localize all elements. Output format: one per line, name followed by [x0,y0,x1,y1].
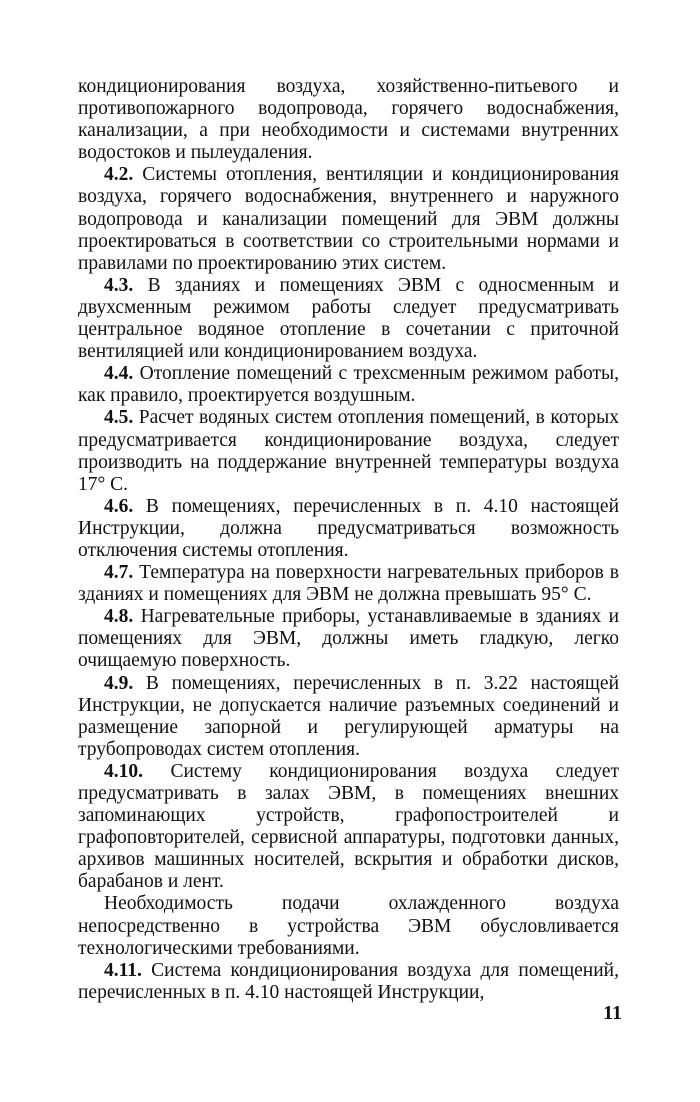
paragraph-4-10-note [78,893,619,959]
paragraph-4-2 [78,164,619,274]
page-number: 11 [603,1002,622,1024]
paragraph-4-11 [78,960,619,1004]
clause-number: 4.10. [104,760,143,782]
paragraph-text: Расчет водяных систем отопления помещений, в которых предусматривается кондиционирование воздуха, следует производить на поддержание внутренней температуры воздуха 17° С. [78,407,619,495]
paragraph-text: В зданиях и помещениях ЭВМ с односменным и двухсменным режимом работы следует предусматривать центральное водяное отопление в сочетании с приточной вентиляцией или кондиционированием воздуха. [78,274,619,363]
paragraph-text: В помещениях, перечисленных в п. 3.22 настоящей Инструкции, не допускается наличие разъемных соединений и размещение запорной и регулирующей арматуры на трубопроводах систем отопления. [78,672,620,760]
paragraph-text: Отопление помещений с трехсменным режимом работы, как правило, проектируется воздушным. [78,363,620,407]
clause-number: 4.7. [104,562,134,584]
paragraph-continuation [78,76,619,164]
paragraph-4-5 [78,407,619,495]
document-page [78,76,619,1004]
paragraph-4-6 [78,496,619,562]
paragraph-4-10 [78,761,619,894]
paragraph-4-7 [78,562,619,606]
paragraph-4-9 [78,673,619,761]
clause-number: 4.2. [104,164,134,186]
clause-number: 4.11. [104,959,142,981]
paragraph-text: кондиционирования воздуха, хозяйственно-питьевого и противопожарного водопровода, горячего водоснабжения, канализации, а при необходимости и системами внутренних водостоков и пылеудаления. [78,76,619,164]
paragraph-4-3 [78,275,619,363]
clause-number: 4.9. [104,672,134,694]
clause-number: 4.8. [104,606,134,628]
paragraph-text: Системы отопления, вентиляции и кондиционирования воздуха, горячего водоснабжения, внутреннего и наружного водопровода и канализации помещений для ЭВМ должны проектироваться в соответствии со строительными нормами и правилами по проектированию этих систем. [78,164,620,274]
paragraph-text: Температура на поверхности нагревательных приборов в зданиях и помещениях для ЭВМ не должна превышать 95° С. [78,562,620,606]
paragraph-text: Необходимость подачи охлажденного воздуха непосредственно в устройства ЭВМ обусловливается технологическими требованиями. [78,893,619,959]
clause-number: 4.6. [104,495,134,517]
paragraph-text: Система кондиционирования воздуха для помещений, перечисленных в п. 4.10 настоящей Инструкции, [78,959,619,1003]
paragraph-text: Нагревательные приборы, устанавливаемые в зданиях и помещениях для ЭВМ, должны иметь гладкую, легко очищаемую поверхность. [78,606,620,672]
paragraph-text: В помещениях, перечисленных в п. 4.10 настоящей Инструкции, должна предусматриваться возможность отключения системы отопления. [78,495,620,561]
clause-number: 4.5. [104,407,134,429]
paragraph-text: Систему кондиционирования воздуха следует предусматривать в залах ЭВМ, в помещениях внешних запоминающих устройств, графопостроителей и графоповторителей, сервисной аппаратуры, подготовки данных, архивов машинных носителей, вскрытия и обработки дисков, барабанов и лент. [78,760,619,893]
clause-number: 4.4. [104,363,134,385]
paragraph-4-4 [78,363,619,407]
clause-number: 4.3. [104,274,134,296]
paragraph-4-8 [78,606,619,672]
